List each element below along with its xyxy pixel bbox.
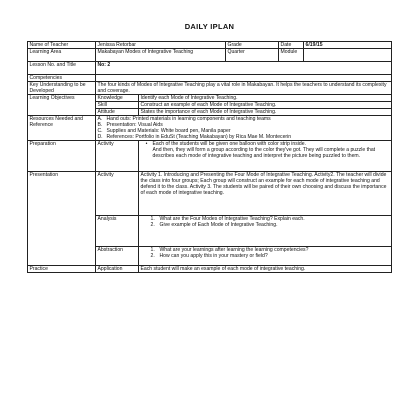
quarter-label: Quarter [226,49,279,62]
teacher-label: Name of Teacher [28,42,96,49]
resources-label: Resources Needed and Reference [28,116,96,141]
table-row [28,62,392,75]
analysis-label: Analysis [96,216,139,247]
table-row [28,75,392,82]
objectives-label: Learning Objectives [28,95,96,116]
presentation-label: Presentation [28,172,96,266]
practice-label: Practice [28,266,96,273]
abstraction-label: Abstraction [96,247,139,266]
key-understanding-text: The four kinds of Modes of Integrative Teaching play a vital role in Makabayan. It helps the teachers to understand its complexity and coverage. [96,82,392,95]
list-item: C. Supplies and Materials: White board pen, Manila paper [97,128,231,134]
application-text: Each student will make an example of each mode of integrative teaching. [139,266,392,273]
lesson-value: No: 2 [96,62,392,75]
application-label: Application [96,266,139,273]
grade-label: Grade [226,42,279,49]
list-item: 2. Give example of Each Mode of Integrative Teaching. [150,222,278,228]
list-item: B. Presentation: Visual Aids [97,122,163,128]
lesson-plan-table [27,41,392,273]
analysis-questions [139,216,392,247]
list-item: 1. What are your learnings after learning the learning competencies? [150,247,309,253]
objective-domain: Skill [96,102,139,109]
table-row [28,116,392,141]
bullet-icon: • [145,141,148,147]
table-row [28,42,392,49]
list-item: A. Hand outs: Printed materials in learning components and teaching teams [97,116,271,122]
lesson-label: Lesson No. and Title [28,62,96,75]
date-value: 6/19/15 [304,42,392,49]
table-row [28,95,392,102]
module-value [304,49,392,62]
module-label: Module [279,49,304,62]
objective-domain: Knowledge [96,95,139,102]
preparation-activity-label: Activity [96,141,139,172]
objective-domain: Attitude [96,109,139,116]
resources-list [96,116,392,141]
objective-text: States the importance of each Mode of Integrative Teaching. [139,109,392,116]
page-title: DAILY IPLAN [184,22,235,31]
list-item: 2. How can you apply this in your mastery or field? [150,253,268,259]
presentation-text: Activity 1. Introducing and Presenting the Four Mode of Integrative Teaching. Activity2. The teacher will divide the class into four groups; Each group will construct an example for each mode of integrative teaching and defend it to the class. Activity 3. The students will be paired of their own choosing and discuss the importance of each mode of integrative teaching. [139,172,392,216]
competencies-value [96,75,392,82]
abstraction-questions [139,247,392,266]
objective-text: Construct an example of each Mode of Integrative Teaching. [139,102,392,109]
key-understanding-label: Key Understanding to be Developed [28,82,96,95]
table-row [28,141,392,172]
table-row [28,49,392,62]
learning-area-label: Learning Area [28,49,96,62]
objective-text: Identify each Mode of Integrative Teaching. [139,95,392,102]
table-row [28,266,392,273]
table-row [28,82,392,95]
date-label: Date [279,42,304,49]
competencies-label: Competencies [28,75,96,82]
preparation-label: Preparation [28,141,96,172]
presentation-activity-label: Activity [96,172,139,216]
list-item: 1. What are the Four Modes of Integrative Teaching? Explain each. [150,216,305,222]
teacher-name: Jenissa Retorbar [96,42,226,49]
table-row [28,172,392,216]
learning-area-value: Makabayan Modes of Integrative Teaching [96,49,226,62]
list-item: D. References: Portfolio in EduSt (Teaching Makabayan) by Rica Mae M. Montecerin [97,134,292,140]
preparation-text: • Each of the students will be given one balloon with color strip inside. And then, they will form a group according to the color they've got. They will complete a puzzle that describes each mode of integrative teaching and interpret the picture being puzzled to them. [139,141,392,172]
